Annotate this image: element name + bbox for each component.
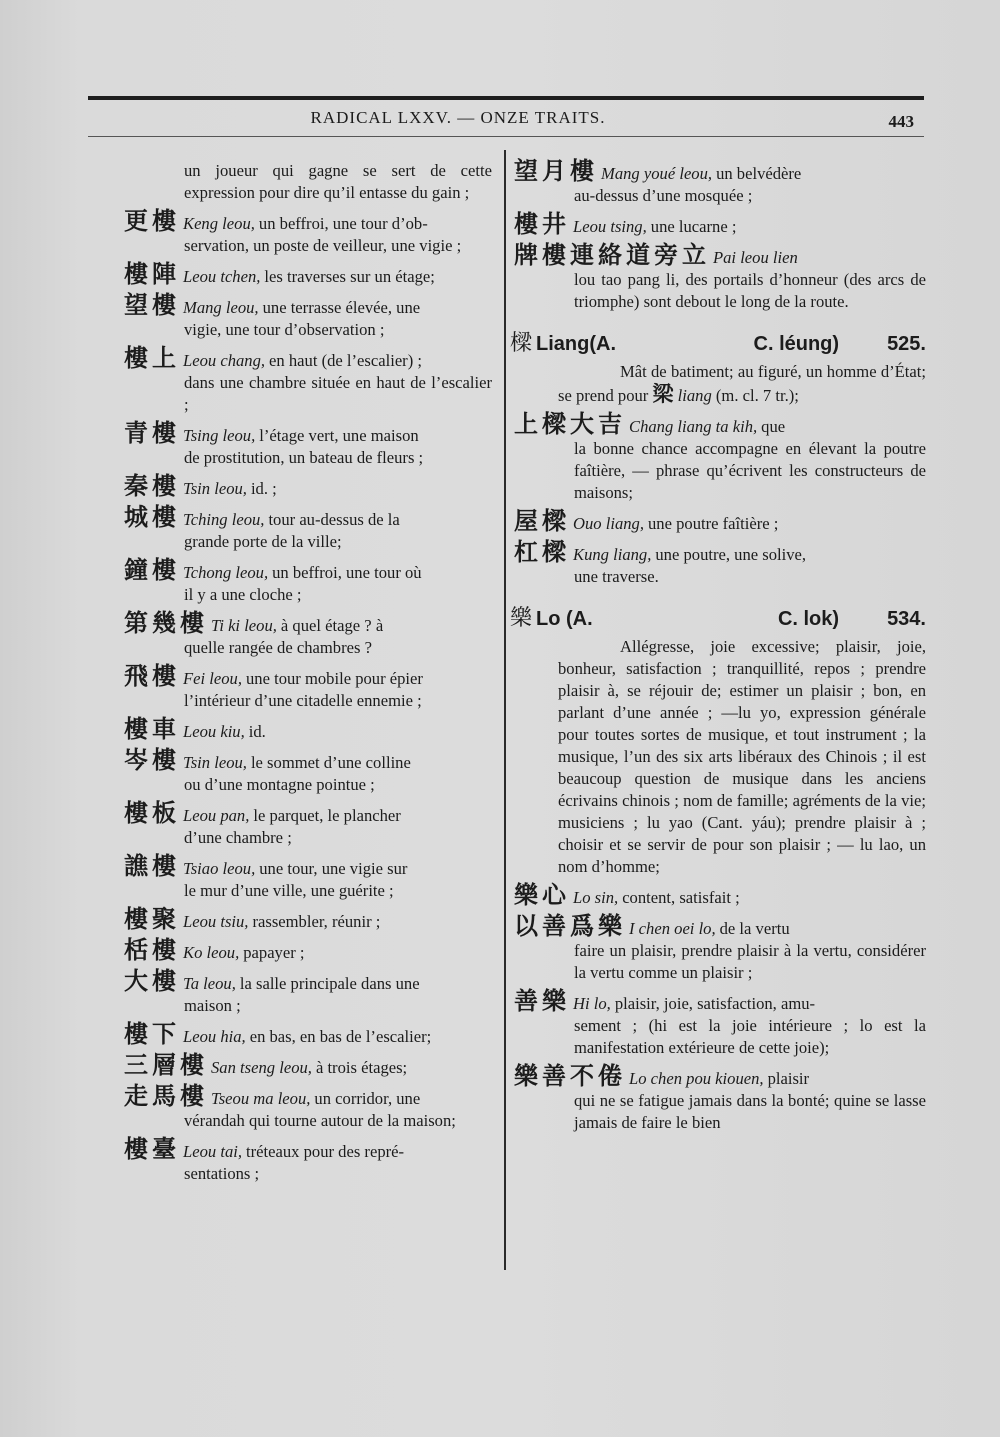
entry-definition: le parquet, le plancher	[253, 806, 401, 825]
liang-entry-list	[514, 410, 926, 588]
entry-romanization: Leou pan,	[183, 806, 250, 825]
entry-romanization: Tsiao leou,	[183, 859, 256, 878]
entry-romanization: Leou tsiu,	[183, 912, 249, 931]
entry-continuation: sement ; (hi est la joie intérieure ; lo est la manifestation extérieure de cette joie);	[574, 1016, 926, 1057]
entry-continuation: la bonne chance accompagne en élevant la poutre faîtière, — phrase qu’écrivent les constructeurs de maisons;	[574, 439, 926, 502]
entry-hanzi: 上樑大吉	[514, 410, 626, 438]
entry-definition: que	[761, 417, 786, 436]
entry-hanzi: 樓下	[124, 1020, 180, 1048]
entry-hanzi: 岑樓	[124, 746, 180, 774]
entry-romanization: Lo sin,	[573, 888, 619, 907]
entry-romanization: Leou chang,	[183, 351, 266, 370]
definition-paragraph: Allégresse, joie excessive; plaisir, joie, bonheur, satisfaction ; tranquillité, repos ; prendre plaisir à, se réjouir de; estimer un plaisir ; bon, en parlant d’une année ; —lu yo, expression générale pour toutes sortes de musique, et tout instrument ; la musique, l’un des six arts libéraux des Chinois ; il est beaucoup question de musique dans les anciens écrivains chinois ; nom de famille; agréments de la vie; musiciens ; lu yao (Cant. yáu); prendre plaisir à ; choisir et se servir de pour son plaisir ; — lu lao, un nom d’homme;	[558, 637, 926, 876]
entry-definition: à quel étage ? à	[280, 616, 384, 635]
entry-hanzi: 栝樓	[124, 936, 180, 964]
entry-romanization: Tsin leou,	[183, 753, 247, 772]
dictionary-entry	[124, 936, 492, 964]
entry-definition: l’étage vert, une maison	[259, 426, 419, 445]
headword-cantonese: C. lok)	[777, 608, 840, 630]
page-number: 443	[888, 112, 914, 131]
dictionary-entry	[124, 556, 492, 606]
entry-definition: rassembler, réunir ;	[252, 912, 381, 931]
entry-hanzi: 更樓	[124, 207, 180, 235]
entry-definition: le sommet d’une colline	[250, 753, 411, 772]
dictionary-entry	[124, 419, 492, 469]
entry-hanzi: 樂善不倦	[514, 1062, 626, 1090]
entry-romanization: Fei leou,	[183, 669, 242, 688]
continuation-text: un joueur qui gagne se sert de cette expression pour dire qu’il entasse du gain ;	[184, 161, 492, 202]
entry-continuation: sentations ;	[184, 1164, 260, 1183]
dictionary-entry	[514, 987, 926, 1059]
left-entry-list	[124, 207, 492, 1185]
entry-definition: une tour mobile pour épier	[245, 669, 423, 688]
entry-definition: plaisir, joie, satisfaction, amu-	[614, 994, 816, 1013]
entry-romanization: Lo chen pou kiouen,	[629, 1069, 764, 1088]
headword-liang	[510, 333, 926, 355]
dictionary-entry	[124, 260, 492, 288]
entry-definition: une poutre, une solive,	[655, 545, 807, 564]
entry-hanzi: 秦樓	[124, 472, 180, 500]
entry-continuation: faire un plaisir, prendre plaisir à la vertu, considérer la vertu comme un plaisir ;	[574, 941, 926, 982]
entry-definition: une lucarne ;	[650, 217, 737, 236]
entry-continuation: lou tao pang li, des portails d’honneur (des arcs de triomphe) sont debout le long de la route.	[574, 270, 926, 311]
entry-hanzi: 屋樑	[514, 507, 570, 535]
entry-hanzi: 飛樓	[124, 662, 180, 690]
entry-romanization: I chen oei lo,	[629, 919, 716, 938]
entry-hanzi: 第幾樓	[124, 609, 208, 637]
entry-definition: content, satisfait ;	[622, 888, 740, 907]
entry-continuation: qui ne se fatigue jamais dans la bonté; quine se lasse jamais de faire le bien	[574, 1091, 926, 1132]
left-column	[124, 160, 492, 1191]
entry-definition: papayer ;	[243, 943, 305, 962]
headword-lo	[510, 608, 926, 630]
entry-romanization: Mang youé leou,	[601, 164, 713, 183]
entry-romanization: Kung liang,	[573, 545, 652, 564]
entry-hanzi: 樓臺	[124, 1135, 180, 1163]
definition-paragraph: Mât de batiment; au figuré, un homme d’État; se prend pour 梁 liang (m. cl. 7 tr.);	[558, 362, 926, 406]
entry-romanization: Hi lo,	[573, 994, 611, 1013]
entry-continuation: d’une chambre ;	[184, 828, 292, 847]
entry-definition: une tour, une vigie sur	[259, 859, 408, 878]
header-rule-top	[88, 96, 924, 100]
entry-definition: tour au-dessus de la	[268, 510, 400, 529]
entry-romanization: Ouo liang,	[573, 514, 644, 533]
dictionary-entry	[124, 1135, 492, 1185]
entry-hanzi: 善樂	[514, 987, 570, 1015]
entry-hanzi: 樂心	[514, 881, 570, 909]
headword-char: 樂	[510, 606, 533, 631]
entry-hanzi: 牌樓連絡道旁立	[514, 241, 710, 269]
entry-hanzi: 望樓	[124, 291, 180, 319]
dictionary-entry	[514, 410, 926, 504]
entry-continuation: vigie, une tour d’observation ;	[184, 320, 385, 339]
entry-definition: id. ;	[250, 479, 277, 498]
dictionary-entry	[124, 291, 492, 341]
entry-hanzi: 走馬樓	[124, 1082, 208, 1110]
entry-definition: à trois étages;	[315, 1058, 408, 1077]
dictionary-entry	[124, 905, 492, 933]
dictionary-entry	[124, 852, 492, 902]
entry-definition: un corridor, une	[314, 1089, 421, 1108]
entry-hanzi: 鐘樓	[124, 556, 180, 584]
dictionary-entry	[124, 715, 492, 743]
dictionary-entry	[124, 503, 492, 553]
headword-cantonese: C. léung)	[753, 333, 840, 355]
entry-hanzi: 樓上	[124, 344, 180, 372]
dictionary-entry	[514, 881, 926, 909]
dictionary-entry	[514, 507, 926, 535]
entry-continuation: au-dessus d’une mosquée ;	[574, 186, 753, 205]
entry-definition: un beffroi, une tour d’ob-	[258, 214, 428, 233]
entry-romanization: Tseou ma leou,	[211, 1089, 311, 1108]
entry-continuation: dans une chambre située en haut de l’escalier ;	[184, 373, 492, 414]
dictionary-entry	[514, 538, 926, 588]
entry-definition: plaisir	[767, 1069, 810, 1088]
entry-continuation: quelle rangée de chambres ?	[184, 638, 372, 657]
entry-definition: de la vertu	[719, 919, 790, 938]
entry-hanzi: 樓陣	[124, 260, 180, 288]
dictionary-entry	[124, 662, 492, 712]
headword-number: 534.	[887, 608, 926, 630]
entry-romanization: Ko leou,	[183, 943, 240, 962]
entry-definition: id.	[248, 722, 266, 741]
lo-entry-list	[514, 881, 926, 1134]
entry-continuation: il y a une cloche ;	[184, 585, 302, 604]
entry-hanzi: 譙樓	[124, 852, 180, 880]
entry-romanization: San tseng leou,	[211, 1058, 312, 1077]
entry-hanzi: 樓車	[124, 715, 180, 743]
entry-romanization: Ti ki leou,	[211, 616, 277, 635]
entry-definition: tréteaux pour des repré-	[246, 1142, 405, 1161]
entry-continuation: l’intérieur d’une citadelle ennemie ;	[184, 691, 422, 710]
dictionary-entry	[124, 1020, 492, 1048]
entry-continuation: grande porte de la ville;	[184, 532, 342, 551]
entry-hanzi: 樓聚	[124, 905, 180, 933]
entry-continuation: servation, un poste de veilleur, une vigie ;	[184, 236, 462, 255]
entry-definition: la salle principale dans une	[239, 974, 420, 993]
entry-hanzi: 望月樓	[514, 157, 598, 185]
headword-number: 525.	[887, 333, 926, 355]
entry-romanization: Leou tchen,	[183, 267, 261, 286]
entry-hanzi: 大樓	[124, 967, 180, 995]
entry-continuation: ou d’une montagne pointue ;	[184, 775, 375, 794]
entry-romanization: Tsing leou,	[183, 426, 256, 445]
header-rule-bottom	[88, 136, 924, 137]
dictionary-entry	[514, 1062, 926, 1134]
dictionary-entry	[124, 344, 492, 416]
entry-romanization: Chang liang ta kih,	[629, 417, 758, 436]
right-entry-list-top	[514, 157, 926, 313]
dictionary-entry	[124, 207, 492, 257]
entry-definition: un belvédère	[716, 164, 802, 183]
entry-definition: en bas, en bas de l’escalier;	[249, 1027, 432, 1046]
entry-romanization: Leou tsing,	[573, 217, 647, 236]
entry-romanization: Pai leou lien	[713, 248, 798, 267]
entry-hanzi: 三層樓	[124, 1051, 208, 1079]
headword-name: Lo (A.	[536, 608, 593, 630]
dictionary-entry	[124, 609, 492, 659]
column-divider	[504, 150, 506, 1270]
entry-romanization: Mang leou,	[183, 298, 259, 317]
entry-continuation: une traverse.	[574, 567, 659, 586]
entry-romanization: Tching leou,	[183, 510, 265, 529]
entry-definition: une poutre faîtière ;	[648, 514, 779, 533]
dictionary-entry	[514, 210, 926, 238]
right-column	[510, 157, 926, 1140]
dictionary-entry	[124, 1051, 492, 1079]
entry-romanization: Keng leou,	[183, 214, 255, 233]
dictionary-entry	[514, 912, 926, 984]
entry-hanzi: 青樓	[124, 419, 180, 447]
entry-definition: les traverses sur un étage;	[264, 267, 435, 286]
dictionary-entry	[514, 241, 926, 313]
dictionary-entry	[124, 746, 492, 796]
dictionary-entry	[514, 157, 926, 207]
entry-romanization: Ta leou,	[183, 974, 236, 993]
entry-romanization: Leou hia,	[183, 1027, 246, 1046]
entry-romanization: Leou tai,	[183, 1142, 243, 1161]
entry-definition: un beffroi, une tour où	[272, 563, 422, 582]
entry-continuation: de prostitution, un bateau de fleurs ;	[184, 448, 424, 467]
entry-hanzi: 以善爲樂	[514, 912, 626, 940]
dictionary-entry	[124, 967, 492, 1017]
entry-romanization: Leou kiu,	[183, 722, 245, 741]
dictionary-entry	[124, 799, 492, 849]
entry-continuation: vérandah qui tourne autour de la maison;	[184, 1111, 456, 1130]
entry-romanization: Tsin leou,	[183, 479, 247, 498]
headword-name: Liang(A.	[536, 333, 617, 355]
entry-romanization: Tchong leou,	[183, 563, 269, 582]
entry-definition: une terrasse élevée, une	[262, 298, 421, 317]
entry-continuation: le mur d’une ville, une guérite ;	[184, 881, 394, 900]
entry-continuation: maison ;	[184, 996, 241, 1015]
entry-hanzi: 樓井	[514, 210, 570, 238]
dictionary-entry	[124, 472, 492, 500]
entry-definition: en haut (de l’escalier) ;	[269, 351, 422, 370]
entry-hanzi: 杠樑	[514, 538, 570, 566]
entry-hanzi: 城樓	[124, 503, 180, 531]
entry-hanzi: 樓板	[124, 799, 180, 827]
header-title: RADICAL LXXV. — ONZE TRAITS.	[310, 108, 606, 127]
headword-char: 樑	[510, 331, 533, 356]
dictionary-entry	[124, 1082, 492, 1132]
